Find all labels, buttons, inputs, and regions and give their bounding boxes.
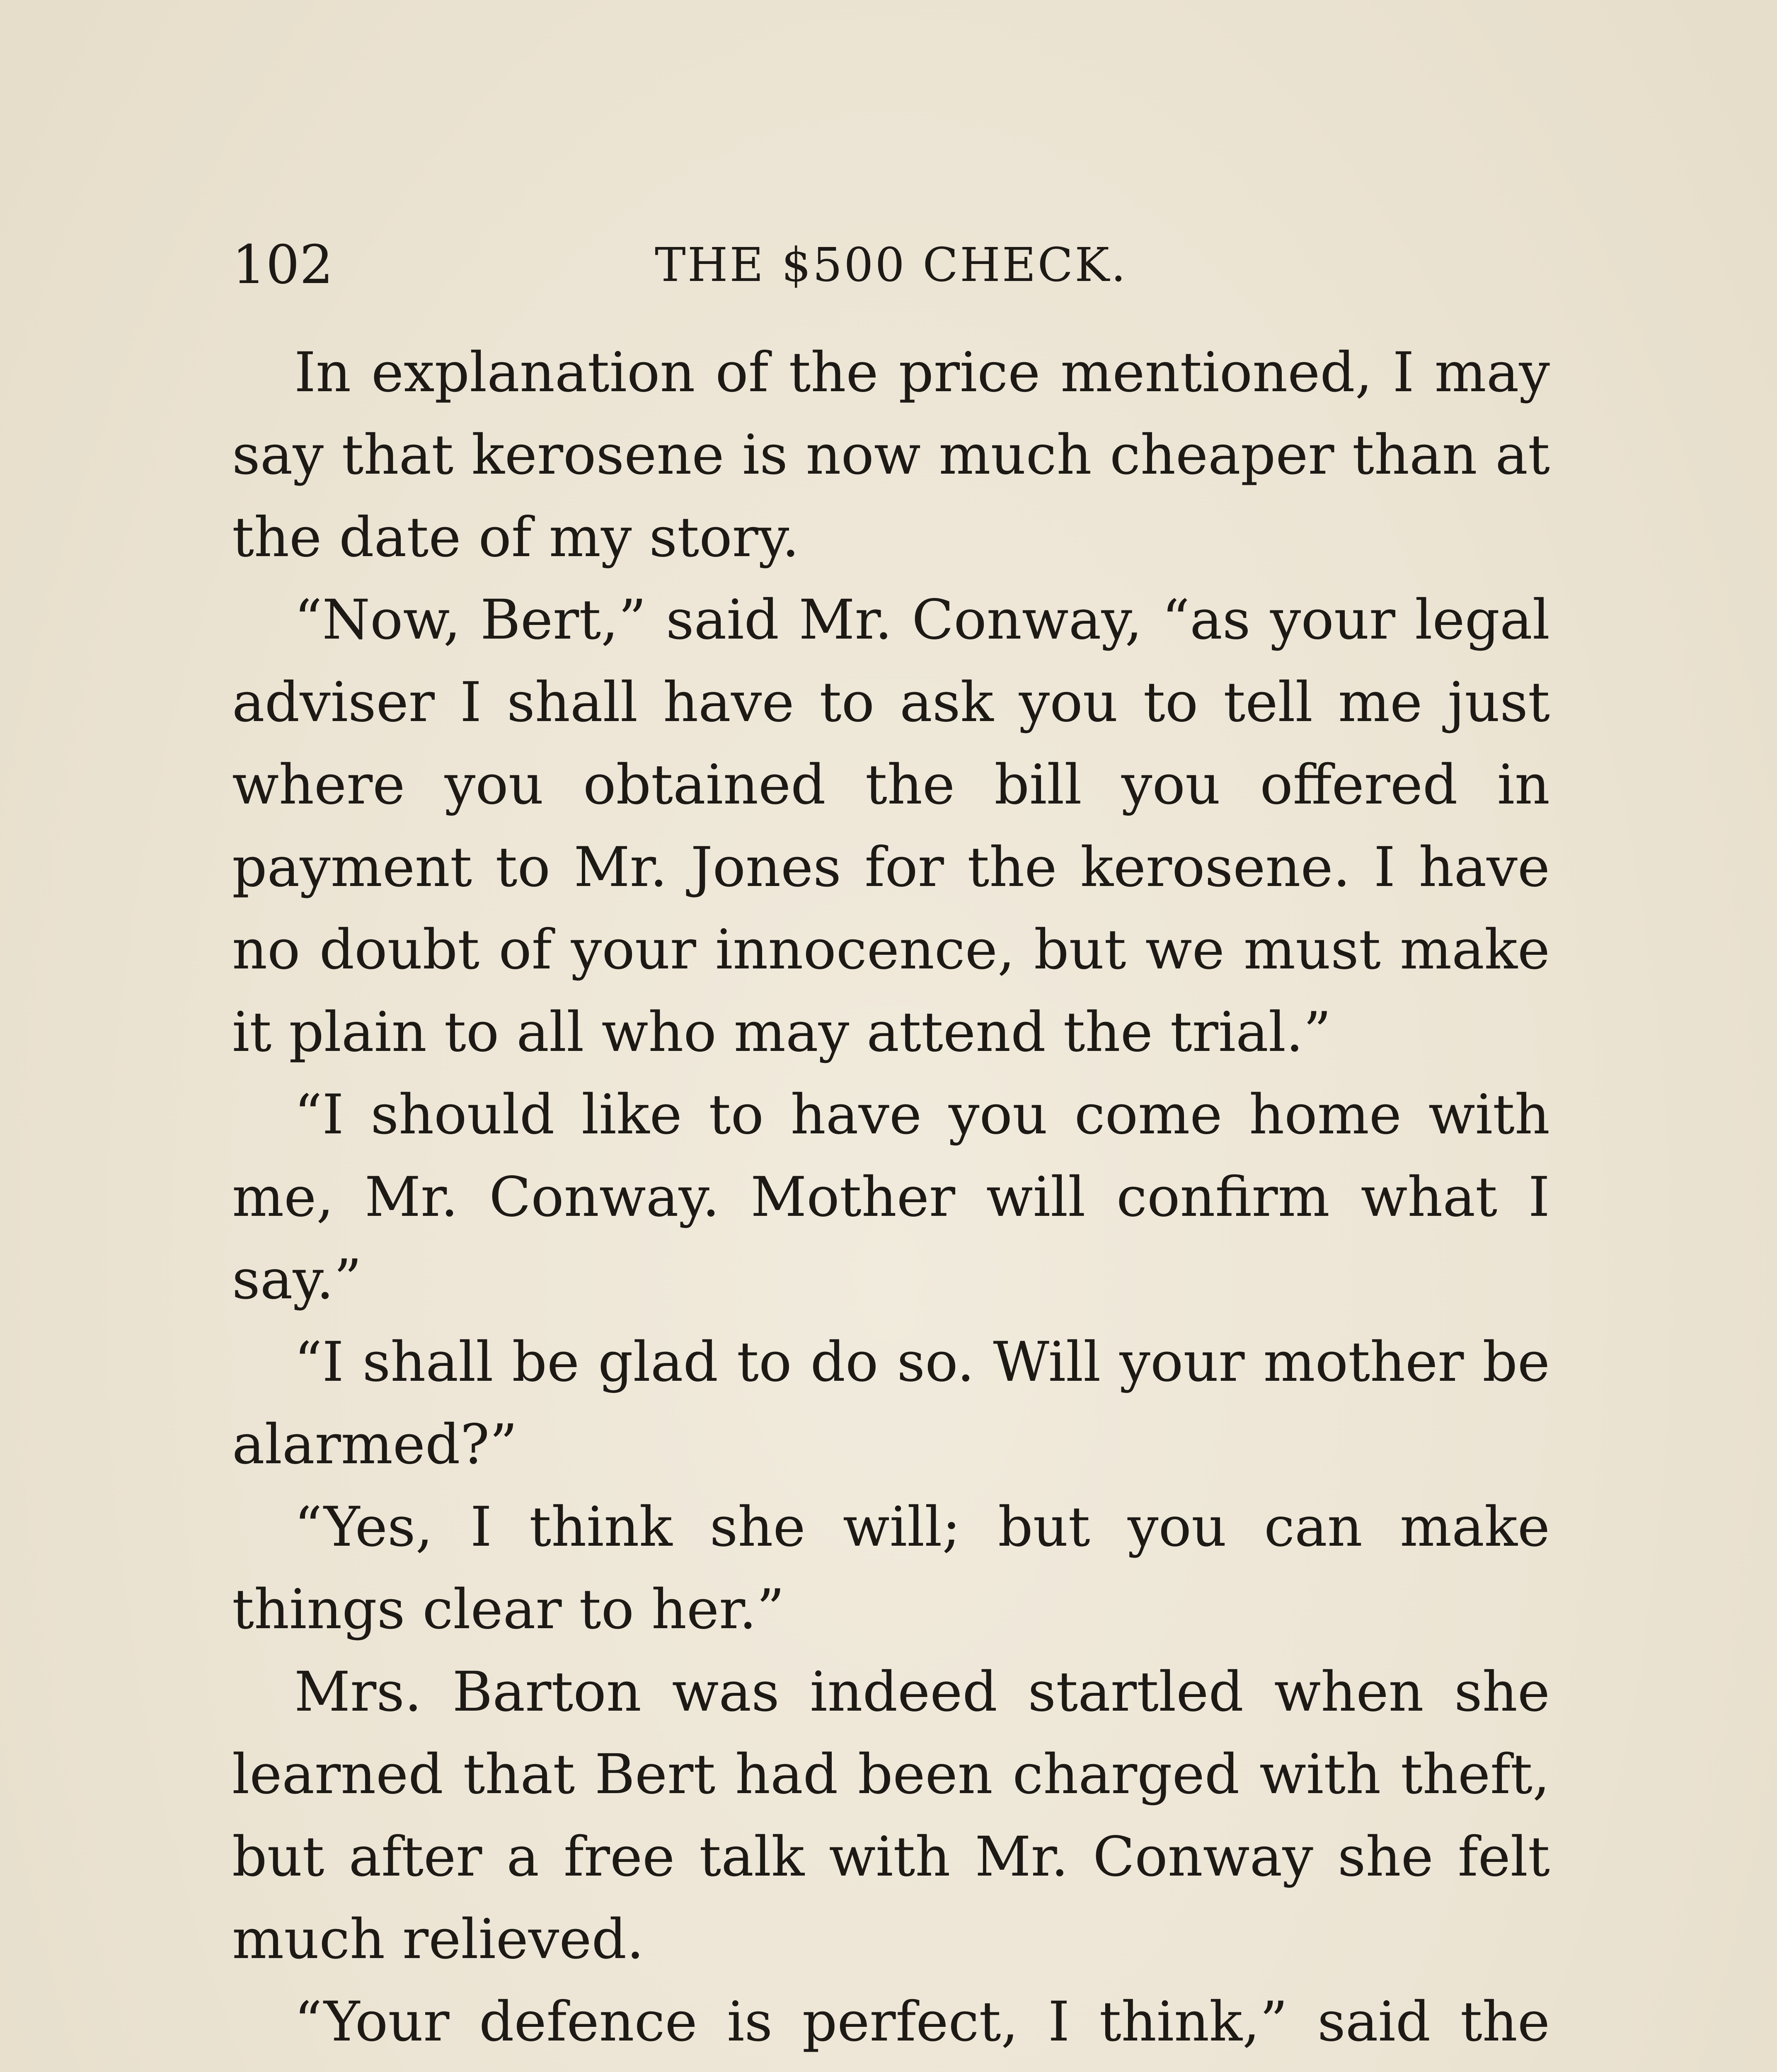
page-number: 102 xyxy=(232,234,334,296)
paragraph: “I should like to have you come home with me, Mr. Conway. Mother will confirm what I say.” xyxy=(232,1083,1550,1312)
paragraph: “I shall be glad to do so. Will your mother be alarmed?” xyxy=(232,1330,1550,1477)
paragraph: In explanation of the price mentioned, I may say that kerosene is now much cheaper than at the date of my story. xyxy=(232,341,1550,569)
body-text xyxy=(232,332,1550,2072)
paragraph: “Yes, I think she will; but you can make things clear to her.” xyxy=(232,1495,1550,1641)
running-title: THE $500 CHECK. xyxy=(655,238,1128,292)
page-header xyxy=(232,232,1550,298)
paragraph: “Now, Bert,” said Mr. Conway, “as your legal adviser I shall have to ask you to tell me just where you obtained the bill you offered in payment to Mr. Jones for the kerosene. I have no doubt of your innocence, but we must make it plain to all who may attend the trial.” xyxy=(232,588,1550,1064)
paragraph: “Your defence is perfect, I think,” said the xyxy=(294,1990,1550,2054)
paragraph: Mrs. Barton was indeed startled when she learned that Bert had been charged with theft, but after a free talk with Mr. Conway she felt much relieved. xyxy=(232,1660,1550,1971)
